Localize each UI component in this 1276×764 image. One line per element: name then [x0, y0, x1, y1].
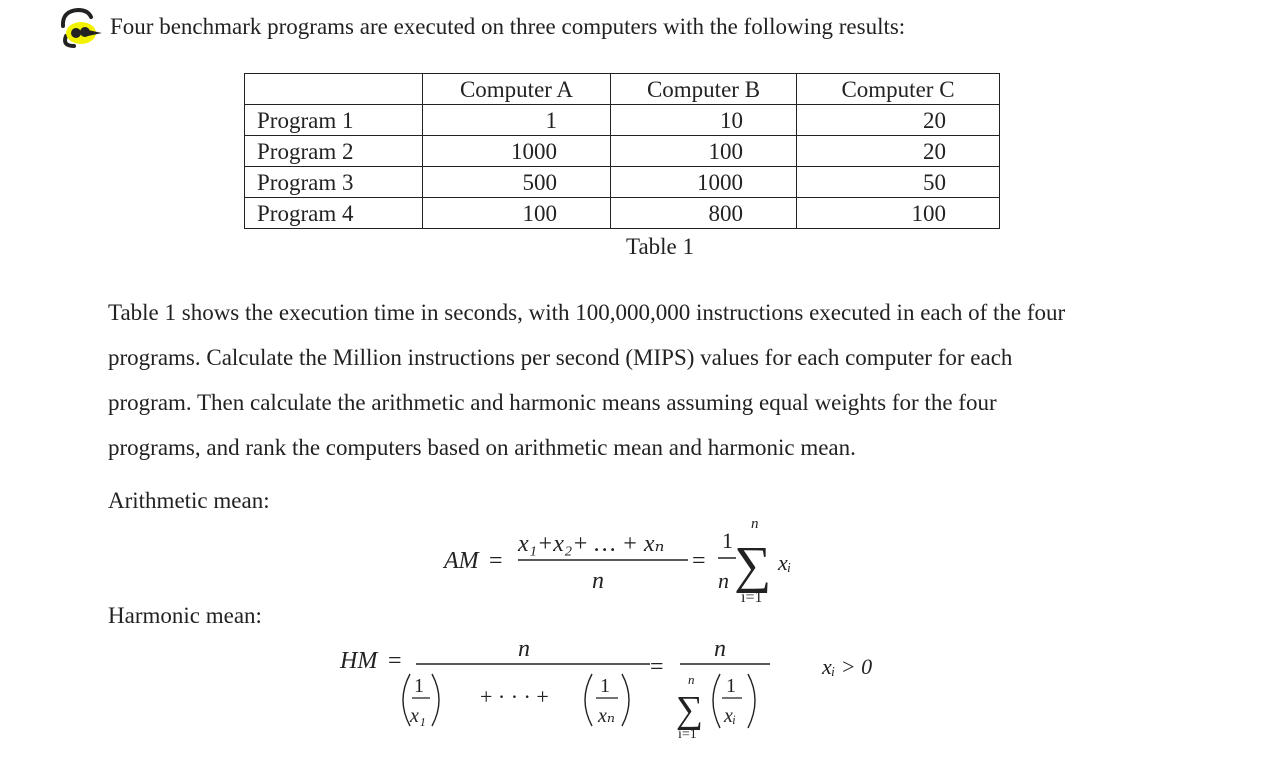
table-caption: Table 1 — [626, 234, 695, 259]
paragraph-line: programs. Calculate the Million instructions per second (MIPS) values for each computer for each — [108, 345, 1013, 370]
hm-sigma: ∑ — [676, 689, 704, 731]
am-term: xᵢ — [778, 550, 792, 575]
hm-dots: + · · · + — [480, 684, 549, 709]
am-equals: = — [489, 548, 503, 574]
harmonic-mean-formula — [330, 630, 930, 762]
table-row — [245, 105, 1000, 136]
hm-lhs: HM — [340, 648, 378, 674]
am-one-over-n-denominator: n — [718, 568, 729, 593]
hm-sum-bottom: i=1 — [678, 727, 697, 742]
hm-xn: xₙ — [598, 705, 615, 727]
table-row — [245, 136, 1000, 167]
paragraph-line: programs, and rank the computers based on arithmetic mean and harmonic mean. — [108, 435, 856, 460]
paragraph-line: program. Then calculate the arithmetic and harmonic means assuming equal weights for the four — [108, 390, 997, 415]
hm-sum-top: n — [688, 672, 695, 687]
left-paren — [585, 674, 592, 726]
problem-paragraph — [108, 290, 1218, 470]
hm-equals-2: = — [650, 654, 664, 680]
hm-equals: = — [388, 648, 402, 674]
table-header-row — [245, 74, 1000, 105]
annotation-marker-icon — [58, 6, 104, 50]
paragraph-line: Table 1 shows the execution time in seconds, with 100,000,000 instructions executed in each of the four — [108, 300, 1066, 325]
cell-computer-a: 100 — [423, 198, 611, 229]
arithmetic-mean-label: Arithmetic mean: — [108, 488, 270, 513]
hm-x1: x₁ — [410, 705, 426, 727]
cell-computer-a: 1 — [423, 105, 611, 136]
row-label: Program 3 — [245, 167, 423, 198]
am-one: 1 — [722, 528, 733, 553]
arithmetic-mean-formula — [430, 508, 810, 608]
header-computer-b: Computer B — [611, 74, 797, 105]
left-paren — [403, 674, 410, 726]
cell-computer-c: 20 — [797, 136, 1000, 167]
row-label: Program 1 — [245, 105, 423, 136]
hm-one: 1 — [414, 675, 424, 697]
hm-condition: xᵢ > 0 — [822, 654, 873, 679]
right-paren — [748, 674, 755, 728]
am-equals-2: = — [692, 548, 706, 574]
cell-computer-c: 100 — [797, 198, 1000, 229]
hm-one: 1 — [726, 675, 736, 697]
cell-computer-a: 1000 — [423, 136, 611, 167]
cell-computer-a: 500 — [423, 167, 611, 198]
am-numerator: x₁+x₂+ … + xₙ — [518, 531, 665, 557]
header-computer-a: Computer A — [423, 74, 611, 105]
cell-computer-b: 100 — [611, 136, 797, 167]
cell-computer-b: 1000 — [611, 167, 797, 198]
cell-computer-c: 20 — [797, 105, 1000, 136]
am-lhs: AM — [444, 548, 479, 574]
table-row — [245, 167, 1000, 198]
am-sum-top: n — [751, 516, 759, 532]
left-paren — [713, 674, 720, 728]
header-cell-empty — [245, 74, 423, 105]
header-computer-c: Computer C — [797, 74, 1000, 105]
cell-computer-b: 10 — [611, 105, 797, 136]
hm-numerator-2: n — [714, 636, 726, 662]
right-paren — [622, 674, 629, 726]
table-row — [245, 198, 1000, 229]
benchmark-table — [244, 73, 1000, 229]
cell-computer-c: 50 — [797, 167, 1000, 198]
harmonic-mean-label: Harmonic mean: — [108, 603, 262, 628]
hm-one: 1 — [600, 675, 610, 697]
right-paren — [432, 674, 439, 726]
hm-numerator: n — [518, 636, 530, 662]
am-denominator: n — [592, 568, 604, 594]
row-label: Program 4 — [245, 198, 423, 229]
am-sigma: ∑ — [734, 537, 772, 594]
intro-text: Four benchmark programs are executed on three computers with the following results: — [110, 14, 906, 39]
hm-xi: xᵢ — [724, 705, 737, 727]
am-sum-bottom: i=1 — [741, 589, 763, 606]
cell-computer-b: 800 — [611, 198, 797, 229]
row-label: Program 2 — [245, 136, 423, 167]
